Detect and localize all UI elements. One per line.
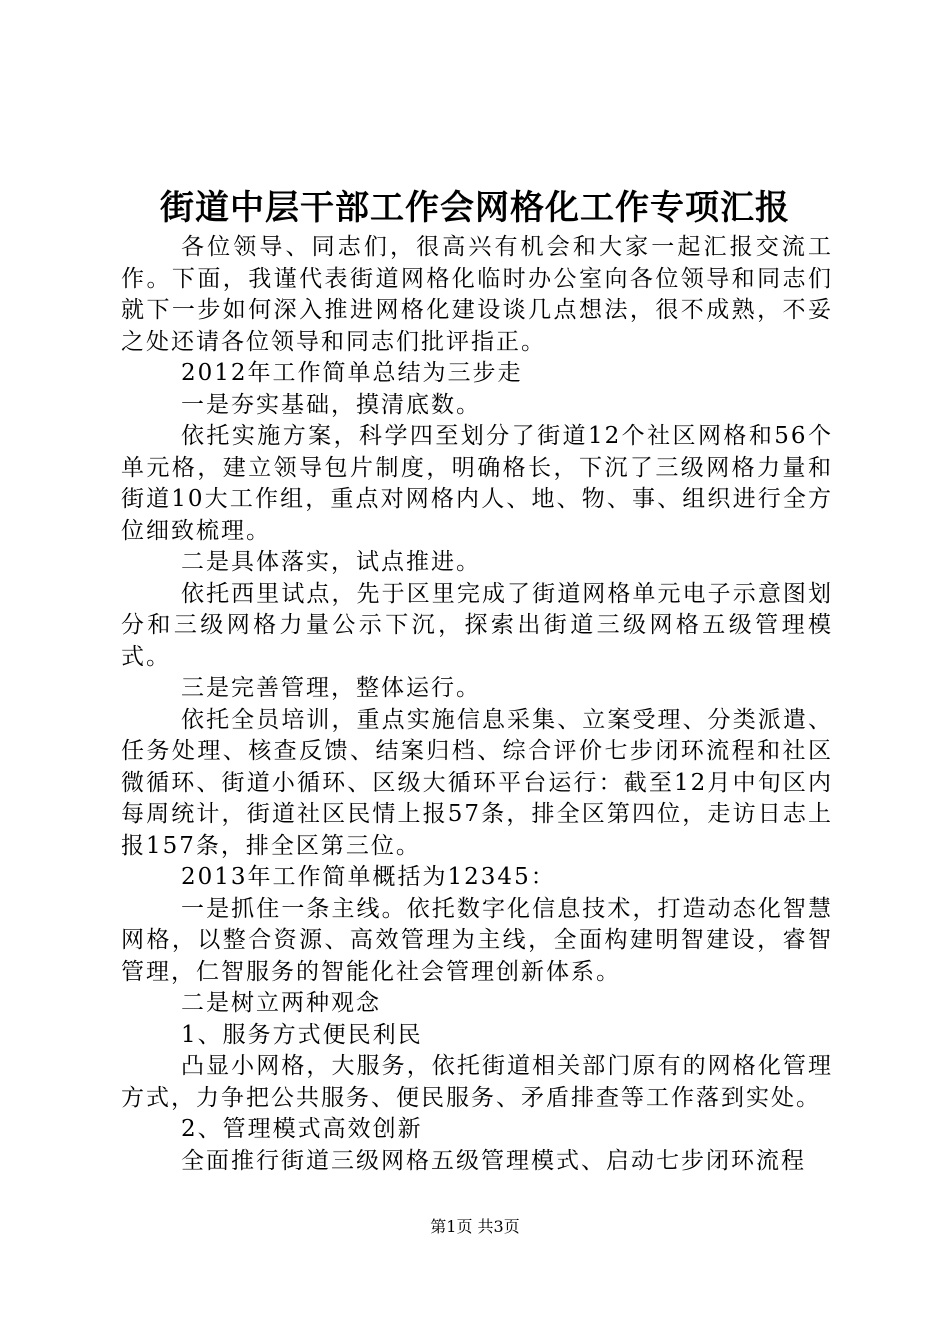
paragraph-point-3: 依托全员培训，重点实施信息采集、立案受理、分类派遣、任务处理、核查反馈、结案归档、综合评价七步闭环流程和社区微循环、街道小循环、区级大循环平台运行：截至12月中旬区内每周统计，街道社区民情上报57条，排全区第四位，走访日志上报157条，排全区第三位。	[121, 706, 833, 859]
heading-point-3: 三是完善管理，整体运行。	[181, 675, 481, 701]
paragraph-management-mode: 全面推行街道三级网格五级管理模式、启动七步闭环流程	[181, 1147, 806, 1174]
heading-service-mode: 1、服务方式便民利民	[181, 1021, 423, 1048]
paragraph-point-2: 依托西里试点，先于区里完成了街道网格单元电子示意图划分和三级网格力量公示下沉，探索出街道三级网格五级管理模式。	[121, 580, 833, 670]
paragraph-point-1: 依托实施方案，科学四至划分了街道12个社区网格和56个单元格，建立领导包片制度，明确格长，下沉了三级网格力量和街道10大工作组，重点对网格内人、地、物、事、组织进行全方位细致梳理。	[121, 423, 833, 544]
heading-management-mode: 2、管理模式高效创新	[181, 1116, 423, 1142]
paragraph-intro: 各位领导、同志们，很高兴有机会和大家一起汇报交流工作。下面，我谨代表街道网格化临时办公室向各位领导和同志们就下一步如何深入推进网格化建设谈几点想法，很不成熟，不妥之处还请各位领导和同志们批评指正。	[121, 234, 833, 355]
heading-2012-summary: 2012年工作简单总结为三步走	[181, 360, 523, 386]
page-footer: 第1页 共3页	[430, 1217, 520, 1236]
paragraph-main-line: 一是抓住一条主线。依托数字化信息技术，打造动态化智慧网格，以整合资源、高效管理为主线，全面构建明智建设，睿智管理，仁智服务的智能化社会管理创新体系。	[121, 895, 833, 985]
heading-point-1: 一是夯实基础，摸清底数。	[181, 391, 481, 418]
document-title: 街道中层干部工作会网格化工作专项汇报	[160, 188, 790, 228]
paragraph-service-mode: 凸显小网格，大服务，依托街道相关部门原有的网格化管理方式，力争把公共服务、便民服务、矛盾排查等工作落到实处。	[121, 1053, 833, 1111]
heading-2013-summary: 2013年工作简单概括为12345：	[181, 864, 556, 890]
heading-two-concepts: 二是树立两种观念	[181, 990, 381, 1016]
heading-point-2: 二是具体落实，试点推进。	[181, 549, 481, 575]
document-body	[121, 232, 833, 1177]
